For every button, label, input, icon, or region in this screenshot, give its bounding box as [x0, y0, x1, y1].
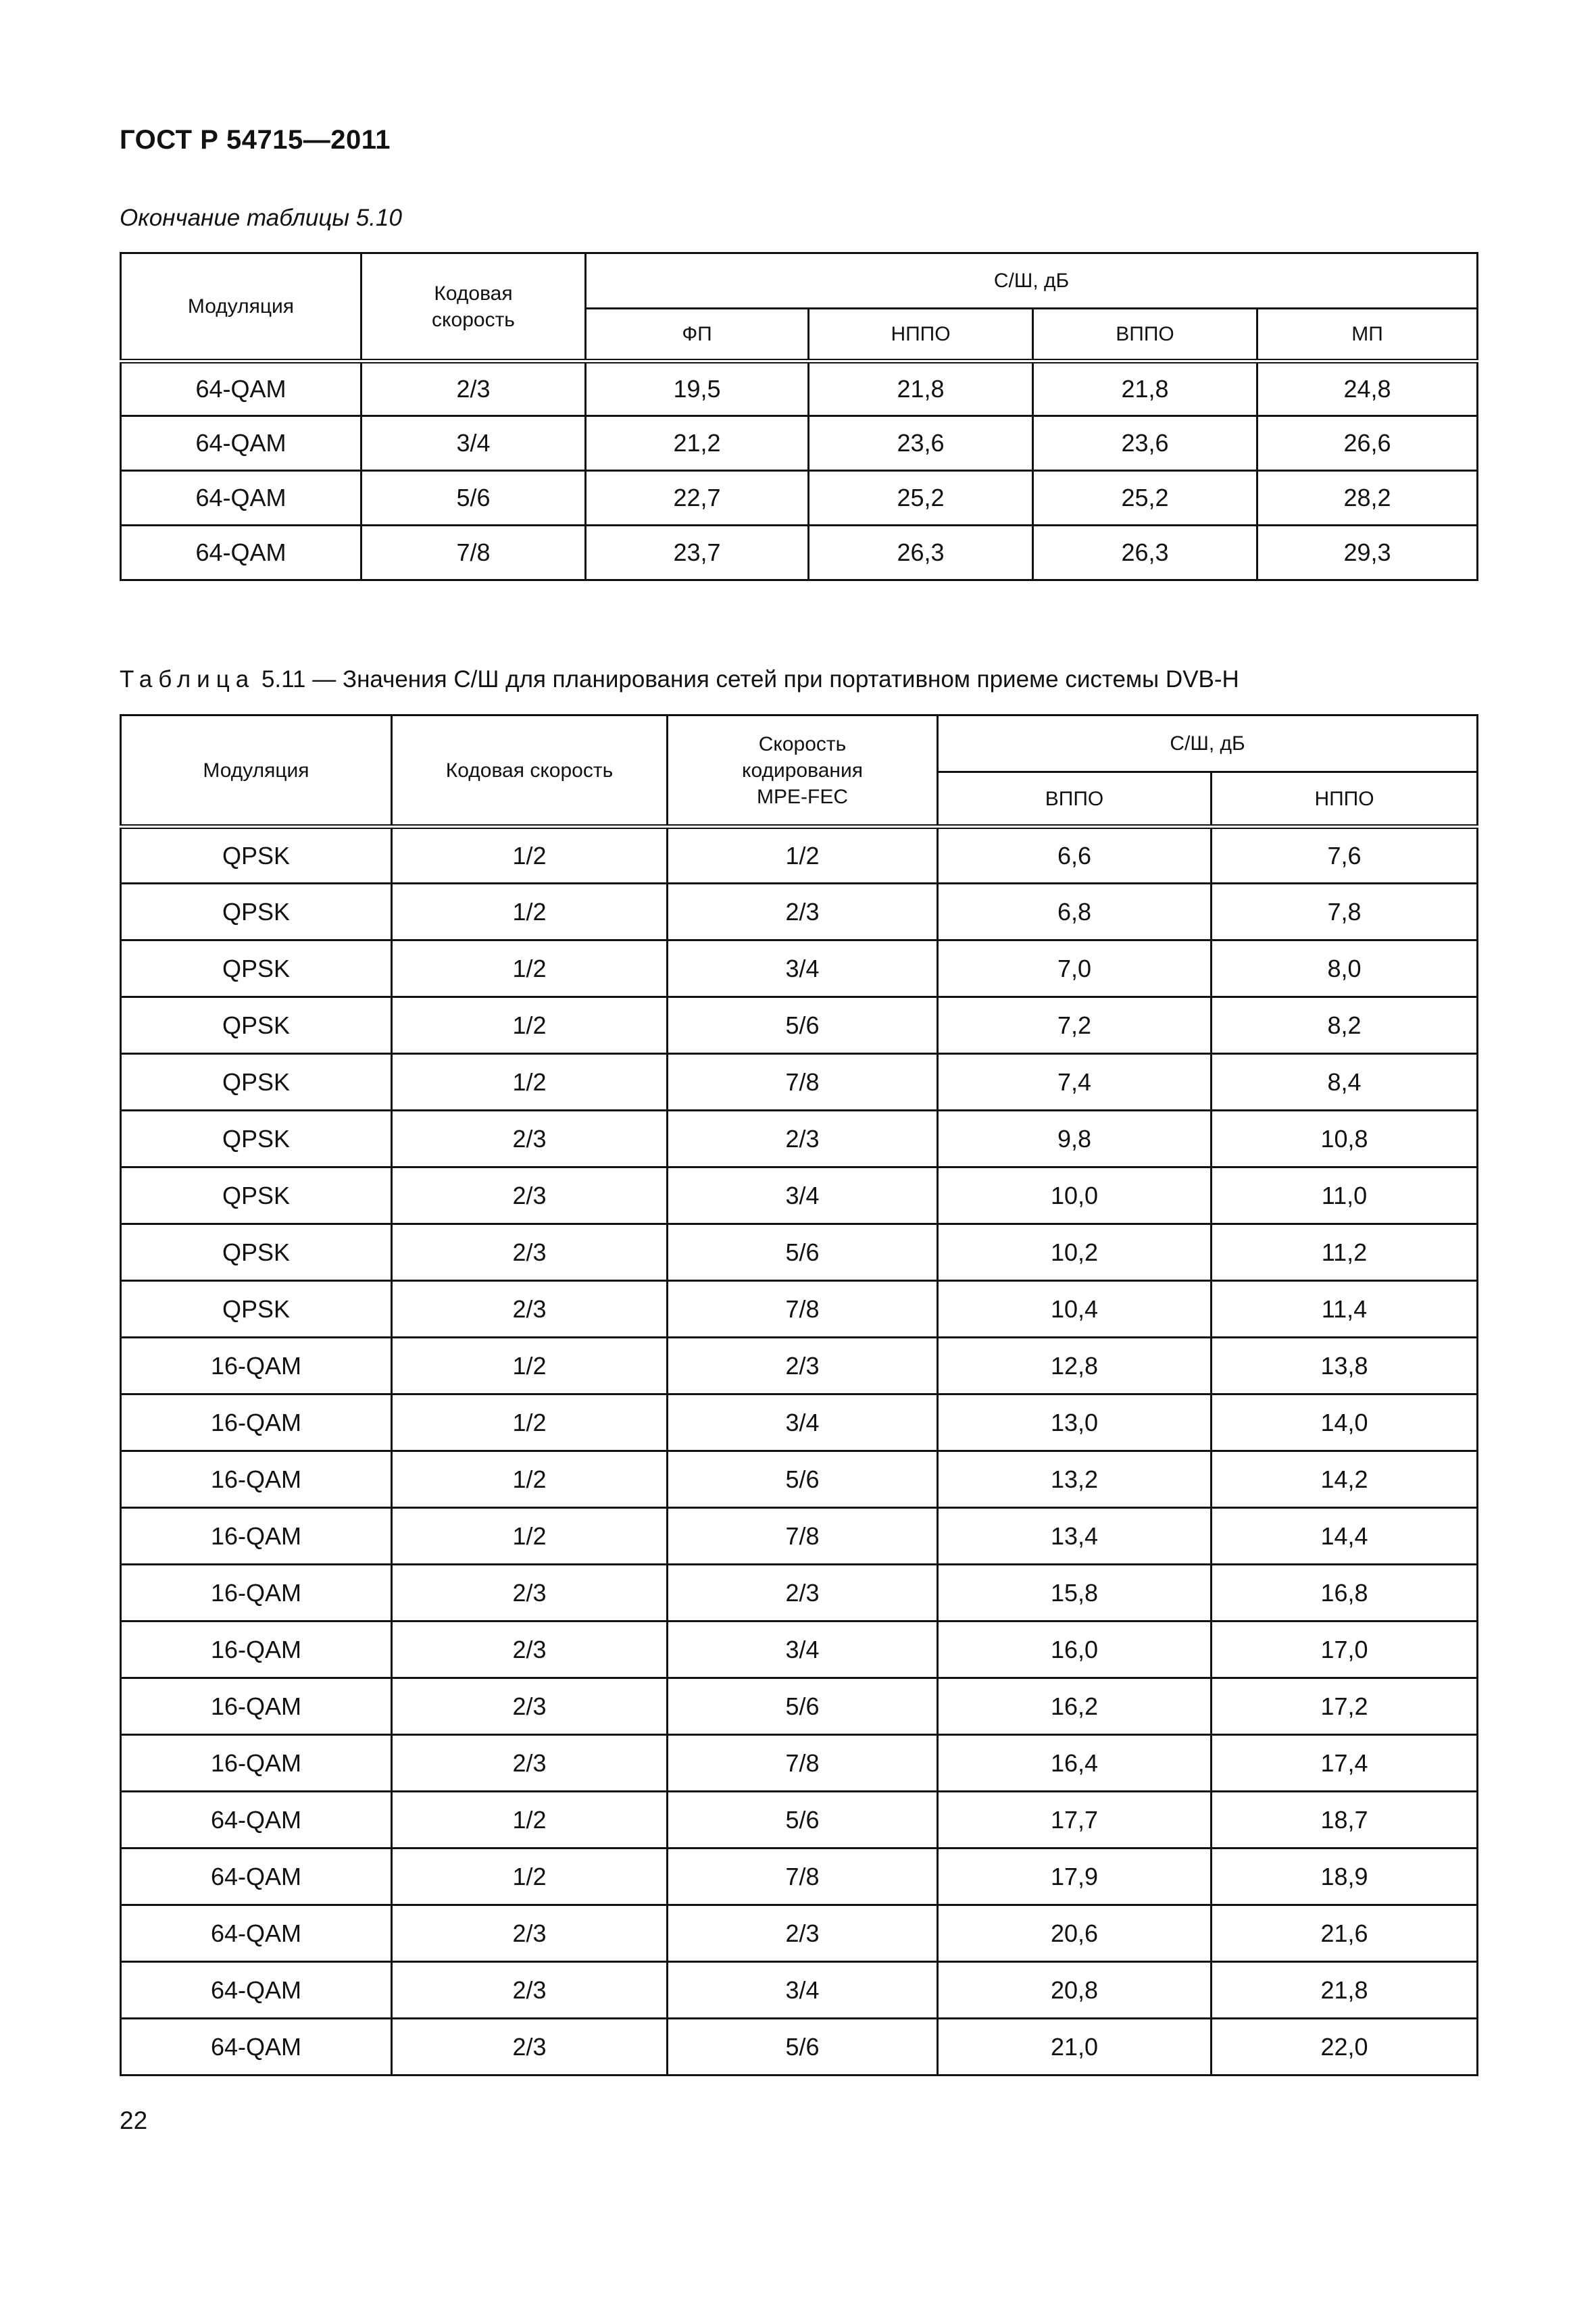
table-cell: 2/3: [392, 1735, 668, 1792]
table-cell: QPSK: [121, 997, 392, 1054]
table-cell: 16,4: [938, 1735, 1212, 1792]
table-cell: 24,8: [1257, 361, 1478, 416]
header-mpe-fec-rate-text: Скорость кодирования MPE-FEC: [742, 732, 863, 808]
table-cell: 3/4: [668, 1394, 938, 1451]
table-cell: 7,0: [938, 940, 1212, 997]
table-cell: 16,8: [1212, 1565, 1478, 1621]
table-cell: 20,6: [938, 1905, 1212, 1962]
table-cell: 19,5: [586, 361, 809, 416]
table-cell: 16-QAM: [121, 1735, 392, 1792]
table-cell: 8,0: [1212, 940, 1478, 997]
table-cell: 23,7: [586, 526, 809, 580]
header-snr: С/Ш, дБ: [586, 253, 1478, 309]
header-fp: ФП: [586, 309, 809, 361]
table-cell: 13,4: [938, 1508, 1212, 1565]
table-cell: 7/8: [668, 1848, 938, 1905]
table-cell: 5/6: [668, 1224, 938, 1281]
table-5-11-caption: [120, 666, 1239, 693]
table-cell: 1/2: [392, 1508, 668, 1565]
table-cell: 2/3: [392, 1281, 668, 1338]
table-cell: 21,0: [938, 2019, 1212, 2076]
table-row: [121, 1508, 1478, 1565]
table-cell: QPSK: [121, 1111, 392, 1167]
table-cell: 64-QAM: [121, 526, 361, 580]
table-cell: 2/3: [668, 1111, 938, 1167]
table-cell: 15,8: [938, 1565, 1212, 1621]
table-cell: 29,3: [1257, 526, 1478, 580]
table-row: [121, 1338, 1478, 1394]
table-5-10-caption: Окончание таблицы 5.10: [120, 205, 402, 231]
table-cell: 7/8: [668, 1735, 938, 1792]
table-row: [121, 1621, 1478, 1678]
table-5-11-body: [121, 827, 1478, 2076]
table-cell: 14,4: [1212, 1508, 1478, 1565]
table-5-11-caption-text: 5.11 — Значения С/Ш для планирования сетей при портативном приеме системы DVB-H: [261, 666, 1239, 693]
header-code-rate: Кодовая скорость: [392, 715, 668, 827]
table-cell: 22,7: [586, 471, 809, 526]
table-row: [121, 471, 1478, 526]
table-cell: 3/4: [361, 416, 586, 471]
table-cell: 6,8: [938, 884, 1212, 940]
page-number: 22: [120, 2107, 148, 2134]
table-cell: 64-QAM: [121, 1905, 392, 1962]
table-cell: 2/3: [392, 2019, 668, 2076]
table-cell: 17,7: [938, 1792, 1212, 1848]
header-code-rate-text: Кодовая скорость: [432, 282, 515, 331]
table-cell: 2/3: [392, 1678, 668, 1735]
table-cell: 5/6: [668, 1451, 938, 1508]
table-row: [121, 2019, 1478, 2076]
table-cell: 11,2: [1212, 1224, 1478, 1281]
table-row: [121, 1167, 1478, 1224]
table-cell: 8,2: [1212, 997, 1478, 1054]
table-cell: 2/3: [361, 361, 586, 416]
table-cell: 23,6: [809, 416, 1033, 471]
table-cell: 5/6: [361, 471, 586, 526]
table-cell: 64-QAM: [121, 361, 361, 416]
table-cell: 64-QAM: [121, 1792, 392, 1848]
table-cell: 2/3: [392, 1565, 668, 1621]
table-cell: 16,2: [938, 1678, 1212, 1735]
header-modulation: Модуляция: [121, 715, 392, 827]
table-cell: 1/2: [392, 827, 668, 884]
table-row: [121, 884, 1478, 940]
table-cell: 2/3: [392, 1111, 668, 1167]
table-cell: 26,3: [1033, 526, 1257, 580]
table-cell: 1/2: [392, 1848, 668, 1905]
table-cell: 21,6: [1212, 1905, 1478, 1962]
table-row: [121, 1281, 1478, 1338]
table-cell: 1/2: [668, 827, 938, 884]
table-cell: 17,0: [1212, 1621, 1478, 1678]
table-cell: QPSK: [121, 1054, 392, 1111]
table-5-11-caption-label: Таблица: [120, 666, 255, 693]
table-cell: 7,8: [1212, 884, 1478, 940]
table-cell: 3/4: [668, 1167, 938, 1224]
table-cell: 13,0: [938, 1394, 1212, 1451]
table-cell: 7,2: [938, 997, 1212, 1054]
table-cell: 21,2: [586, 416, 809, 471]
table-cell: 6,6: [938, 827, 1212, 884]
table-cell: 11,0: [1212, 1167, 1478, 1224]
table-cell: 25,2: [1033, 471, 1257, 526]
table-cell: 13,2: [938, 1451, 1212, 1508]
table-cell: 2/3: [668, 1565, 938, 1621]
table-row: [121, 997, 1478, 1054]
table-cell: 2/3: [668, 884, 938, 940]
table-cell: 14,0: [1212, 1394, 1478, 1451]
table-cell: 21,8: [1212, 1962, 1478, 2019]
table-row: [121, 1565, 1478, 1621]
table-cell: 7/8: [668, 1281, 938, 1338]
table-cell: 25,2: [809, 471, 1033, 526]
table-row: [121, 827, 1478, 884]
table-cell: 1/2: [392, 1394, 668, 1451]
table-row: [121, 361, 1478, 416]
table-5-10: [120, 252, 1478, 581]
table-cell: 3/4: [668, 1621, 938, 1678]
table-cell: 14,2: [1212, 1451, 1478, 1508]
header-modulation: Модуляция: [121, 253, 361, 361]
table-cell: 64-QAM: [121, 1848, 392, 1905]
table-cell: 2/3: [392, 1962, 668, 2019]
table-cell: 18,9: [1212, 1848, 1478, 1905]
header-nppo: НППО: [809, 309, 1033, 361]
table-row: [121, 1224, 1478, 1281]
table-cell: QPSK: [121, 1224, 392, 1281]
table-cell: 17,2: [1212, 1678, 1478, 1735]
table-cell: 21,8: [1033, 361, 1257, 416]
table-cell: 64-QAM: [121, 416, 361, 471]
table-5-10-body: [121, 361, 1478, 580]
table-cell: QPSK: [121, 1167, 392, 1224]
table-row: [121, 1848, 1478, 1905]
table-cell: 5/6: [668, 1678, 938, 1735]
table-row: [121, 1792, 1478, 1848]
header-vppo: ВППО: [1033, 309, 1257, 361]
table-cell: 7/8: [361, 526, 586, 580]
table-cell: 16-QAM: [121, 1394, 392, 1451]
table-cell: 9,8: [938, 1111, 1212, 1167]
table-cell: 22,0: [1212, 2019, 1478, 2076]
table-cell: QPSK: [121, 940, 392, 997]
table-cell: 2/3: [392, 1905, 668, 1962]
table-cell: 10,4: [938, 1281, 1212, 1338]
table-cell: 7,4: [938, 1054, 1212, 1111]
table-cell: 64-QAM: [121, 2019, 392, 2076]
table-cell: 10,8: [1212, 1111, 1478, 1167]
table-cell: 8,4: [1212, 1054, 1478, 1111]
table-5-11: [120, 714, 1478, 2076]
table-cell: QPSK: [121, 827, 392, 884]
table-cell: 21,8: [809, 361, 1033, 416]
table-cell: QPSK: [121, 884, 392, 940]
table-cell: 3/4: [668, 940, 938, 997]
header-mpe-fec-rate: [668, 715, 938, 827]
table-row: [121, 1735, 1478, 1792]
table-cell: 1/2: [392, 1792, 668, 1848]
table-cell: 2/3: [392, 1224, 668, 1281]
header-snr: С/Ш, дБ: [938, 715, 1478, 772]
table-cell: 1/2: [392, 940, 668, 997]
table-cell: 2/3: [668, 1338, 938, 1394]
header-nppo: НППО: [1212, 772, 1478, 827]
table-cell: 5/6: [668, 997, 938, 1054]
table-cell: 3/4: [668, 1962, 938, 2019]
table-row: [121, 526, 1478, 580]
table-cell: 1/2: [392, 1451, 668, 1508]
table-cell: 20,8: [938, 1962, 1212, 2019]
table-cell: 16-QAM: [121, 1565, 392, 1621]
table-cell: 7/8: [668, 1054, 938, 1111]
table-cell: 1/2: [392, 884, 668, 940]
table-cell: 16-QAM: [121, 1621, 392, 1678]
table-cell: 1/2: [392, 1054, 668, 1111]
table-cell: 17,4: [1212, 1735, 1478, 1792]
table-cell: 23,6: [1033, 416, 1257, 471]
table-row: [121, 1111, 1478, 1167]
table-cell: 64-QAM: [121, 471, 361, 526]
table-cell: 28,2: [1257, 471, 1478, 526]
table-cell: 12,8: [938, 1338, 1212, 1394]
document-title: ГОСТ Р 54715—2011: [120, 125, 391, 155]
header-mp: МП: [1257, 309, 1478, 361]
table-row: [121, 416, 1478, 471]
table-cell: 1/2: [392, 997, 668, 1054]
table-cell: 16-QAM: [121, 1508, 392, 1565]
table-cell: 1/2: [392, 1338, 668, 1394]
table-cell: 64-QAM: [121, 1962, 392, 2019]
table-cell: 17,9: [938, 1848, 1212, 1905]
table-cell: 16-QAM: [121, 1338, 392, 1394]
table-cell: 7,6: [1212, 827, 1478, 884]
table-cell: QPSK: [121, 1281, 392, 1338]
table-cell: 2/3: [668, 1905, 938, 1962]
table-cell: 18,7: [1212, 1792, 1478, 1848]
table-row: [121, 1394, 1478, 1451]
table-row: [121, 1678, 1478, 1735]
table-cell: 13,8: [1212, 1338, 1478, 1394]
table-cell: 16-QAM: [121, 1678, 392, 1735]
table-row: [121, 1054, 1478, 1111]
header-code-rate: [361, 253, 586, 361]
table-cell: 11,4: [1212, 1281, 1478, 1338]
table-row: [121, 1962, 1478, 2019]
table-cell: 16,0: [938, 1621, 1212, 1678]
table-cell: 7/8: [668, 1508, 938, 1565]
table-cell: 2/3: [392, 1621, 668, 1678]
table-cell: 16-QAM: [121, 1451, 392, 1508]
table-row: [121, 1451, 1478, 1508]
table-cell: 5/6: [668, 2019, 938, 2076]
table-row: [121, 940, 1478, 997]
table-cell: 26,3: [809, 526, 1033, 580]
table-row: [121, 1905, 1478, 1962]
header-vppo: ВППО: [938, 772, 1212, 827]
table-cell: 10,0: [938, 1167, 1212, 1224]
table-cell: 26,6: [1257, 416, 1478, 471]
table-cell: 2/3: [392, 1167, 668, 1224]
table-cell: 10,2: [938, 1224, 1212, 1281]
table-cell: 5/6: [668, 1792, 938, 1848]
